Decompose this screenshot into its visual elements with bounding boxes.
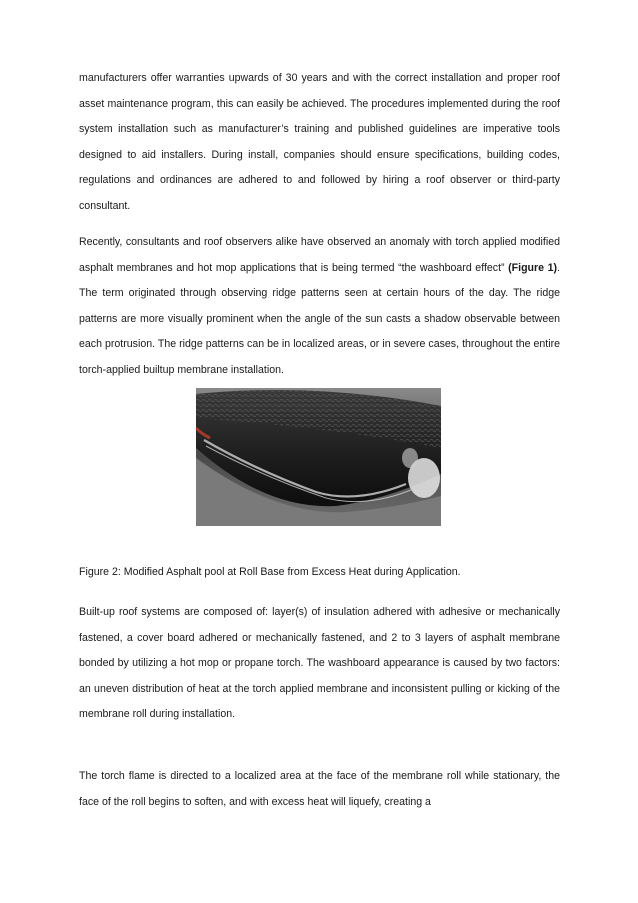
figure-caption: Figure 2: Modified Asphalt pool at Roll Base from Excess Heat during Application. (79, 566, 461, 578)
paragraph-built-up-roof (79, 600, 560, 728)
paragraph-warranties (79, 66, 560, 220)
paragraph-washboard-effect (79, 230, 560, 384)
paragraph-text-start: Recently, consultants and roof observers alike have observed an anomaly with torch applied modified asphalt membranes and hot mop applications that is being termed “the washboard effect” (79, 236, 560, 274)
figure-reference: (Figure 1) (508, 261, 558, 274)
paragraph-text (79, 230, 560, 384)
paragraph-text-end: . The term originated through observing ridge patterns seen at certain hours of the day. The ridge patterns are more visually prominent when the angle of the sun casts a shadow observable between each protrusion. The ridge patterns can be in localized areas, or in severe cases, throughout the entire torch-applied builtup membrane installation. (79, 261, 560, 376)
paragraph-text: The torch flame is directed to a localized area at the face of the membrane roll while stationary, the face of the roll begins to soften, and with excess heat will liquefy, creating a (79, 770, 560, 808)
paragraph-text: Built-up roof systems are composed of: layer(s) of insulation adhered with adhesive or mechanically fastened, a cover board adhered or mechanically fastened, and 2 to 3 layers of asphalt membrane bonded by utilizing a hot mop or propane torch. The washboard appearance is caused by two factors: an uneven distribution of heat at the torch applied membrane and inconsistent pulling or kicking of the membrane roll during installation. (79, 606, 560, 721)
paragraph-torch-flame (79, 764, 560, 815)
figure-photo-asphalt-pool (196, 388, 441, 526)
paragraph-text: manufacturers offer warranties upwards of 30 years and with the correct installation and proper roof asset maintenance program, this can easily be achieved. The procedures implemented during the roof system installation such as manufacturer’s training and published guidelines are imperative tools designed to aid installers. During install, companies should ensure specifications, building codes, regulations and ordinances are adhered to and followed by hiring a roof observer or third-party consultant. (79, 72, 560, 212)
photo-illustration (196, 388, 441, 526)
